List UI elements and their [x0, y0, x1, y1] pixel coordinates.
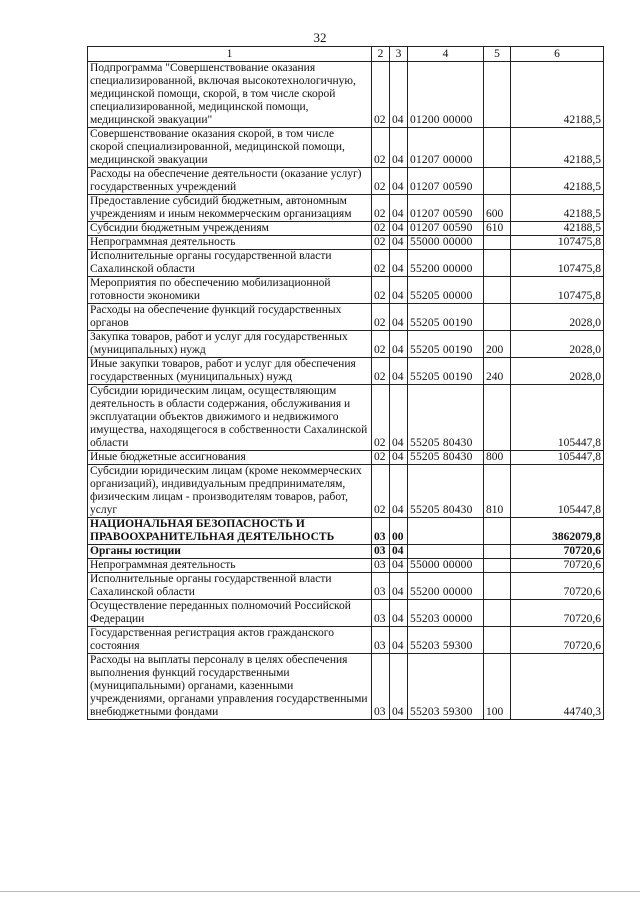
row-amount-cell: 70720,6: [511, 545, 604, 559]
row-name-cell: Расходы на обеспечение деятельности (оказание услуг) государственных учреждений: [88, 168, 372, 195]
row-target-article-cell: 01207 00590: [408, 168, 484, 195]
row-subsection-cell: 04: [390, 236, 408, 250]
row-target-article-cell: 55205 00190: [408, 304, 484, 331]
row-target-article-cell: 55205 80430: [408, 451, 484, 465]
row-expense-type-cell: 810: [484, 465, 511, 518]
table-row: [88, 331, 604, 358]
row-section-cell: 02: [372, 250, 390, 277]
row-expense-type-cell: [484, 168, 511, 195]
row-target-article-cell: [408, 545, 484, 559]
row-amount-cell: 2028,0: [511, 331, 604, 358]
row-subsection-cell: 04: [390, 277, 408, 304]
row-expense-type-cell: [484, 236, 511, 250]
row-subsection-cell: 04: [390, 627, 408, 654]
row-name-cell: Расходы на выплаты персоналу в целях обеспечения выполнения функций государственными (муниципальными) органами, казенными учреждениями, органами управления государственными внебюджетными фондами: [88, 654, 372, 720]
column-header: 1: [88, 47, 372, 62]
budget-table: [87, 46, 604, 720]
row-subsection-cell: 04: [390, 385, 408, 451]
page-number: 32: [313, 30, 327, 45]
row-section-cell: 02: [372, 195, 390, 222]
row-expense-type-cell: [484, 559, 511, 573]
row-target-article-cell: 55000 00000: [408, 559, 484, 573]
row-section-cell: 02: [372, 358, 390, 385]
row-expense-type-cell: [484, 600, 511, 627]
row-subsection-cell: 04: [390, 62, 408, 128]
row-target-article-cell: 55203 59300: [408, 654, 484, 720]
row-name-cell: Исполнительные органы государственной власти Сахалинской области: [88, 573, 372, 600]
row-expense-type-cell: 100: [484, 654, 511, 720]
row-subsection-cell: 04: [390, 358, 408, 385]
row-subsection-cell: 04: [390, 559, 408, 573]
row-name-cell: Непрограммная деятельность: [88, 559, 372, 573]
table-row: [88, 277, 604, 304]
row-name-cell: НАЦИОНАЛЬНАЯ БЕЗОПАСНОСТЬ И ПРАВООХРАНИТЕЛЬНАЯ ДЕЯТЕЛЬНОСТЬ: [88, 518, 372, 545]
column-header: 6: [511, 47, 604, 62]
row-section-cell: 03: [372, 545, 390, 559]
table-row: [88, 465, 604, 518]
row-name-cell: Органы юстиции: [88, 545, 372, 559]
row-expense-type-cell: 240: [484, 358, 511, 385]
table-row: [88, 195, 604, 222]
row-name-cell: Субсидии бюджетным учреждениям: [88, 222, 372, 236]
row-amount-cell: 2028,0: [511, 358, 604, 385]
row-name-cell: Субсидии юридическим лицам, осуществляющим деятельность в области содержания, обслуживания и эксплуатации объектов движимого и недвижимого имущества, находящегося в собственности Сахалинской области: [88, 385, 372, 451]
row-section-cell: 02: [372, 277, 390, 304]
row-name-cell: Подпрограмма "Совершенствование оказания специализированной, включая высокотехнологичную, медицинской помощи, скорой, в том числе скорой специализированной, медицинской помощи, медицинской эвакуации": [88, 62, 372, 128]
table-row: [88, 451, 604, 465]
row-subsection-cell: 04: [390, 195, 408, 222]
row-amount-cell: 70720,6: [511, 573, 604, 600]
row-target-article-cell: 01207 00590: [408, 222, 484, 236]
row-section-cell: 02: [372, 222, 390, 236]
row-section-cell: 02: [372, 465, 390, 518]
row-section-cell: 02: [372, 451, 390, 465]
row-target-article-cell: 55203 59300: [408, 627, 484, 654]
table-body: [88, 62, 604, 720]
row-target-article-cell: 01207 00000: [408, 128, 484, 168]
row-amount-cell: 70720,6: [511, 559, 604, 573]
table-row: [88, 128, 604, 168]
row-subsection-cell: 04: [390, 222, 408, 236]
row-section-cell: 02: [372, 168, 390, 195]
row-amount-cell: 107475,8: [511, 250, 604, 277]
row-amount-cell: 42188,5: [511, 195, 604, 222]
row-section-cell: 02: [372, 128, 390, 168]
row-section-cell: 02: [372, 62, 390, 128]
row-amount-cell: 70720,6: [511, 600, 604, 627]
row-subsection-cell: 04: [390, 331, 408, 358]
row-target-article-cell: 55205 00190: [408, 358, 484, 385]
table-row: [88, 600, 604, 627]
row-name-cell: Мероприятия по обеспечению мобилизационной готовности экономики: [88, 277, 372, 304]
table-row: [88, 385, 604, 451]
row-name-cell: Непрограммная деятельность: [88, 236, 372, 250]
row-amount-cell: 42188,5: [511, 62, 604, 128]
column-header: 4: [408, 47, 484, 62]
row-amount-cell: 42188,5: [511, 128, 604, 168]
row-section-cell: 02: [372, 385, 390, 451]
row-amount-cell: 2028,0: [511, 304, 604, 331]
row-subsection-cell: 04: [390, 128, 408, 168]
row-name-cell: Осуществление переданных полномочий Российской Федерации: [88, 600, 372, 627]
row-expense-type-cell: [484, 518, 511, 545]
table-row: [88, 627, 604, 654]
row-section-cell: 03: [372, 559, 390, 573]
row-expense-type-cell: 610: [484, 222, 511, 236]
row-name-cell: Закупка товаров, работ и услуг для государственных (муниципальных) нужд: [88, 331, 372, 358]
row-target-article-cell: 55000 00000: [408, 236, 484, 250]
row-amount-cell: 107475,8: [511, 277, 604, 304]
table-row: [88, 358, 604, 385]
row-subsection-cell: 04: [390, 250, 408, 277]
row-section-cell: 03: [372, 600, 390, 627]
table-row: [88, 222, 604, 236]
row-expense-type-cell: [484, 385, 511, 451]
row-target-article-cell: 55205 00000: [408, 277, 484, 304]
row-expense-type-cell: [484, 627, 511, 654]
row-subsection-cell: 04: [390, 304, 408, 331]
row-target-article-cell: 55205 80430: [408, 385, 484, 451]
row-amount-cell: 105447,8: [511, 385, 604, 451]
row-expense-type-cell: [484, 545, 511, 559]
row-expense-type-cell: 200: [484, 331, 511, 358]
row-amount-cell: 42188,5: [511, 222, 604, 236]
row-name-cell: Предоставление субсидий бюджетным, автономным учреждениям и иным некоммерческим организациям: [88, 195, 372, 222]
row-target-article-cell: [408, 518, 484, 545]
table-row: [88, 236, 604, 250]
row-target-article-cell: 55200 00000: [408, 573, 484, 600]
row-subsection-cell: 04: [390, 600, 408, 627]
row-subsection-cell: 04: [390, 573, 408, 600]
row-name-cell: Иные закупки товаров, работ и услуг для обеспечения государственных (муниципальных) нужд: [88, 358, 372, 385]
row-name-cell: Иные бюджетные ассигнования: [88, 451, 372, 465]
table-row: [88, 62, 604, 128]
row-section-cell: 02: [372, 304, 390, 331]
table-row: [88, 559, 604, 573]
row-name-cell: Расходы на обеспечение функций государственных органов: [88, 304, 372, 331]
row-target-article-cell: 55205 80430: [408, 465, 484, 518]
table-row: [88, 250, 604, 277]
row-target-article-cell: 55200 00000: [408, 250, 484, 277]
row-subsection-cell: 00: [390, 518, 408, 545]
row-expense-type-cell: [484, 250, 511, 277]
row-name-cell: Государственная регистрация актов гражданского состояния: [88, 627, 372, 654]
row-section-cell: 03: [372, 518, 390, 545]
row-amount-cell: 70720,6: [511, 627, 604, 654]
scan-edge-divider: [0, 891, 640, 892]
column-header: 3: [390, 47, 408, 62]
row-expense-type-cell: [484, 62, 511, 128]
table-row: [88, 518, 604, 545]
row-target-article-cell: 01200 00000: [408, 62, 484, 128]
row-section-cell: 03: [372, 627, 390, 654]
column-header: 2: [372, 47, 390, 62]
table-row: [88, 654, 604, 720]
row-target-article-cell: 55203 00000: [408, 600, 484, 627]
row-name-cell: Субсидии юридическим лицам (кроме некоммерческих организаций), индивидуальным предпринимателям, физическим лицам - производителям товаров, работ, услуг: [88, 465, 372, 518]
row-amount-cell: 105447,8: [511, 465, 604, 518]
row-target-article-cell: 01207 00590: [408, 195, 484, 222]
row-amount-cell: 105447,8: [511, 451, 604, 465]
row-expense-type-cell: [484, 573, 511, 600]
row-amount-cell: 44740,3: [511, 654, 604, 720]
row-subsection-cell: 04: [390, 654, 408, 720]
row-section-cell: 03: [372, 573, 390, 600]
row-subsection-cell: 04: [390, 168, 408, 195]
table-header-row: [88, 47, 604, 62]
row-name-cell: Совершенствование оказания скорой, в том числе скорой специализированной, медицинской помощи, медицинской эвакуации: [88, 128, 372, 168]
table-row: [88, 545, 604, 559]
row-amount-cell: 42188,5: [511, 168, 604, 195]
row-name-cell: Исполнительные органы государственной власти Сахалинской области: [88, 250, 372, 277]
row-section-cell: 02: [372, 331, 390, 358]
row-subsection-cell: 04: [390, 451, 408, 465]
row-section-cell: 03: [372, 654, 390, 720]
row-expense-type-cell: [484, 277, 511, 304]
column-header: 5: [484, 47, 511, 62]
row-amount-cell: 3862079,8: [511, 518, 604, 545]
row-expense-type-cell: [484, 128, 511, 168]
table-row: [88, 168, 604, 195]
row-target-article-cell: 55205 00190: [408, 331, 484, 358]
row-expense-type-cell: 600: [484, 195, 511, 222]
row-expense-type-cell: [484, 304, 511, 331]
row-section-cell: 02: [372, 236, 390, 250]
row-expense-type-cell: 800: [484, 451, 511, 465]
row-amount-cell: 107475,8: [511, 236, 604, 250]
table-row: [88, 304, 604, 331]
row-subsection-cell: 04: [390, 465, 408, 518]
row-subsection-cell: 04: [390, 545, 408, 559]
table-row: [88, 573, 604, 600]
